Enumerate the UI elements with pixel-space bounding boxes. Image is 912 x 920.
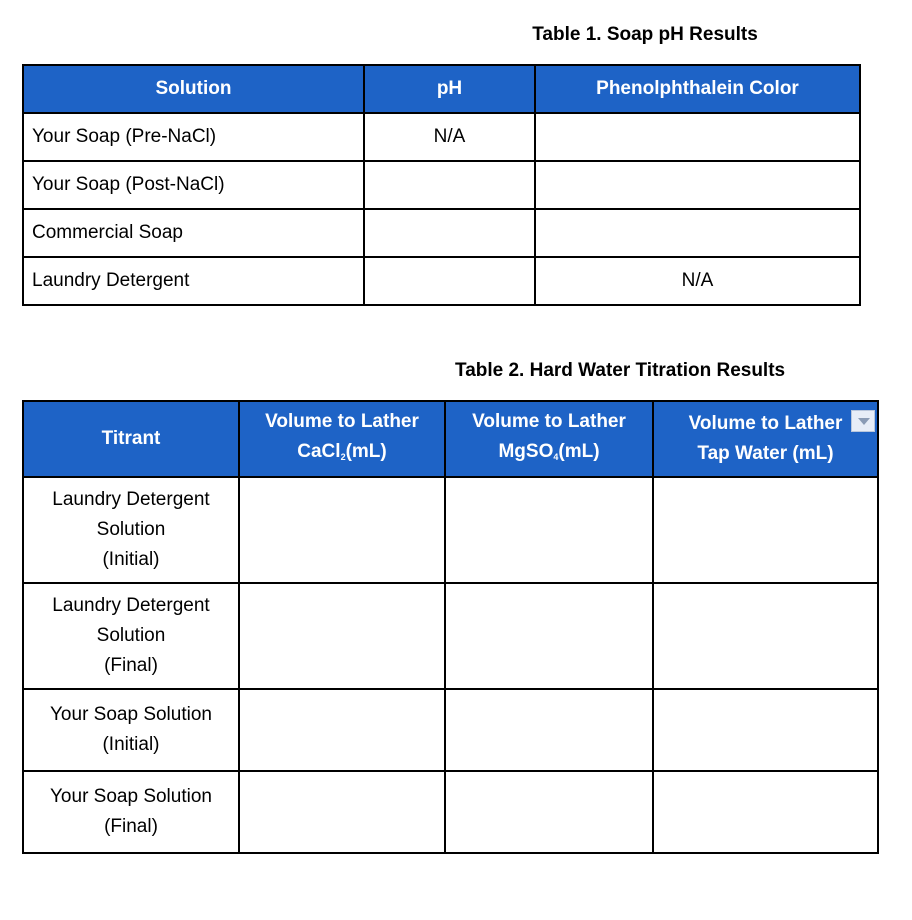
tap-water-cell[interactable]	[653, 583, 878, 689]
label-line: (Initial)	[102, 549, 160, 570]
table-row	[23, 161, 860, 209]
table-header-row	[23, 65, 860, 113]
header-line: Volume to Lather	[472, 410, 626, 432]
header-line: Tap Water (mL)	[697, 443, 834, 464]
row-label: Your Soap (Post-NaCl)	[23, 161, 364, 209]
chem-formula: CaCl	[297, 440, 341, 462]
hard-water-titration-table	[22, 400, 879, 854]
dropdown-arrow-icon[interactable]	[851, 410, 875, 432]
mgso4-cell[interactable]	[445, 689, 653, 771]
header-phenolphthalein-color: Phenolphthalein Color	[535, 65, 860, 113]
ph-cell[interactable]	[364, 209, 535, 257]
color-cell[interactable]	[535, 113, 860, 161]
color-cell[interactable]: N/A	[535, 257, 860, 305]
row-label: Commercial Soap	[23, 209, 364, 257]
row-label: Laundry Detergent	[23, 257, 364, 305]
table-row	[23, 209, 860, 257]
subscript: 2	[340, 451, 346, 462]
table-row	[23, 583, 878, 689]
unit: (mL)	[558, 440, 600, 462]
header-line: Volume to Lather	[688, 413, 843, 434]
soap-ph-table	[22, 64, 861, 306]
label-line: Your Soap Solution	[50, 786, 212, 807]
chem-formula: MgSO	[498, 440, 554, 462]
label-line: (Final)	[104, 816, 158, 837]
row-label	[23, 689, 239, 771]
table1-caption: Table 1. Soap pH Results	[532, 24, 758, 45]
label-line: (Final)	[104, 655, 158, 676]
unit: (mL)	[345, 440, 387, 462]
cacl2-cell[interactable]	[239, 477, 445, 583]
cacl2-cell[interactable]	[239, 583, 445, 689]
ph-cell[interactable]	[364, 161, 535, 209]
cacl2-cell[interactable]	[239, 689, 445, 771]
tap-water-cell[interactable]	[653, 477, 878, 583]
header-volume-cacl2	[239, 401, 445, 477]
mgso4-cell[interactable]	[445, 583, 653, 689]
row-label	[23, 771, 239, 853]
header-ph: pH	[364, 65, 535, 113]
label-line: (Initial)	[102, 734, 160, 755]
label-line: Solution	[96, 519, 166, 540]
row-label	[23, 583, 239, 689]
label-line: Laundry Detergent	[52, 489, 210, 510]
header-line: Volume to Lather	[265, 410, 419, 432]
mgso4-cell[interactable]	[445, 477, 653, 583]
header-titrant: Titrant	[23, 401, 239, 477]
mgso4-cell[interactable]	[445, 771, 653, 853]
tap-water-cell[interactable]	[653, 771, 878, 853]
color-cell[interactable]	[535, 161, 860, 209]
table-header-row	[23, 401, 878, 477]
header-volume-tap-water	[653, 401, 878, 477]
table-row	[23, 477, 878, 583]
table-row	[23, 257, 860, 305]
table-row	[23, 689, 878, 771]
ph-cell[interactable]	[364, 257, 535, 305]
tap-water-cell[interactable]	[653, 689, 878, 771]
cacl2-cell[interactable]	[239, 771, 445, 853]
ph-cell[interactable]: N/A	[364, 113, 535, 161]
header-solution: Solution	[23, 65, 364, 113]
label-line: Your Soap Solution	[50, 704, 212, 725]
row-label: Your Soap (Pre-NaCl)	[23, 113, 364, 161]
subscript: 4	[553, 451, 559, 462]
header-volume-mgso4	[445, 401, 653, 477]
label-line: Solution	[96, 625, 166, 646]
table-row	[23, 113, 860, 161]
table-row	[23, 771, 878, 853]
table2-caption: Table 2. Hard Water Titration Results	[455, 360, 786, 381]
label-line: Laundry Detergent	[52, 595, 210, 616]
row-label	[23, 477, 239, 583]
color-cell[interactable]	[535, 209, 860, 257]
